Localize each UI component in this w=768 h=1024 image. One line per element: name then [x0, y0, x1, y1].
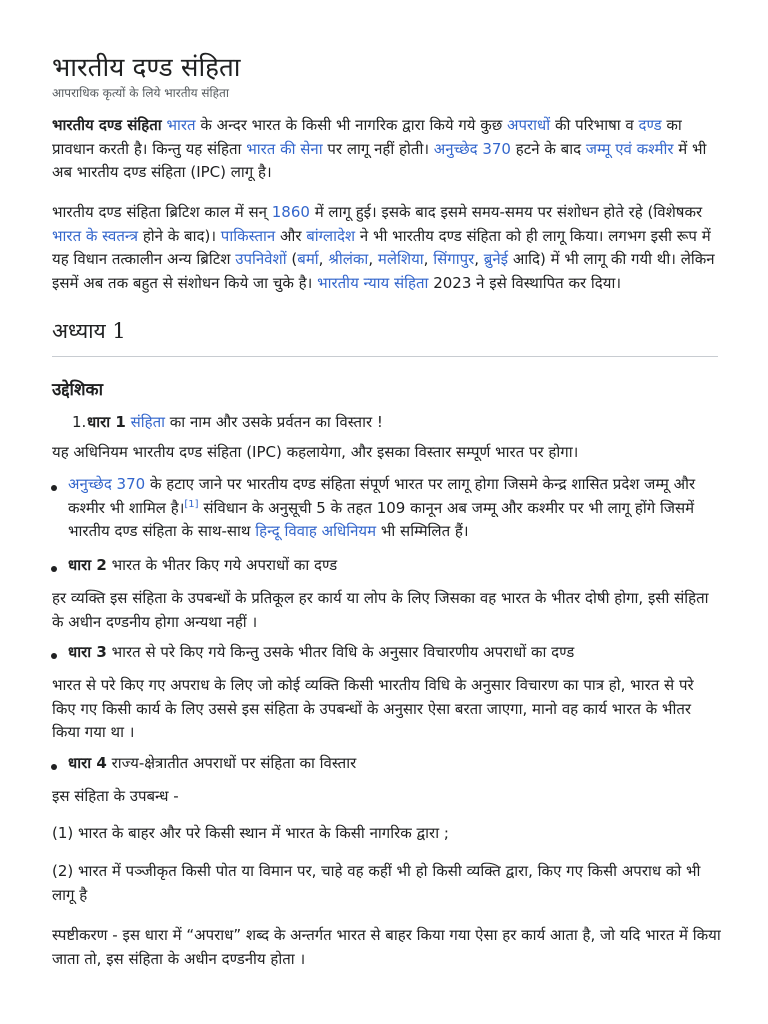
text: पर लागू नहीं होती।: [322, 139, 434, 158]
link-singapore[interactable]: सिंगापुर: [433, 250, 475, 268]
bullet-marker: [51, 485, 57, 491]
text: हटने के बाद: [510, 139, 586, 158]
section-2-paragraph: हर व्यक्ति इस संहिता के उपबन्धों के प्रतिकूल हर कार्य या लोप के लिए जिसका वह भारत के भीतर दोषी होगा, इसी संहिता के अधीन दण्डनीय होगा अन्यथा नहीं ।: [52, 589, 709, 631]
text: ने भी भारतीय दण्ड संहिता को ही लागू किया। लगभग इसी रूप में यह विधान तत्कालीन अन्य ब्रिटिश: [52, 226, 711, 268]
text: की परिभाषा व: [550, 116, 639, 134]
section-label: धारा 2: [68, 556, 107, 574]
text: में लागू हुई। इसके बाद इसमे समय-समय पर संशोधन होते रहे (विशेषकर: [309, 203, 703, 221]
section-2-title: [68, 554, 722, 578]
text: के हटाए जाने पर भारतीय दण्ड संहिता संपूर्ण भारत पर लागू होगा जिसमे केन्द्र शासित प्रदेश जम्मू और कश्मीर भी शामिल है।: [68, 475, 696, 517]
text: भी सम्मिलित हैं।: [376, 522, 469, 540]
heading-divider: [52, 356, 718, 357]
link-colonies[interactable]: उपनिवेशों: [235, 250, 287, 268]
text: भारत के भीतर किए गये अपराधों का दण्ड: [106, 556, 338, 574]
link-article-370[interactable]: अनुच्छेद 370: [433, 139, 511, 158]
link-bangladesh[interactable]: बांग्लादेश: [306, 226, 356, 245]
section-4-title: [68, 752, 722, 776]
link-punishment[interactable]: दण्ड: [638, 116, 662, 134]
section-4-paragraph-2: (1) भारत के बाहर और परे किसी स्थान में भारत के किसी नागरिक द्वारा ;: [52, 824, 449, 842]
text: भारत से परे किए गये किन्तु उसके भीतर विधि के अनुसार विचारणीय अपराधों का दण्ड: [106, 643, 575, 661]
link-article-370[interactable]: अनुच्छेद 370: [68, 475, 146, 493]
term-bold: भारतीय दण्ड संहिता: [52, 116, 162, 134]
link-1860[interactable]: 1860: [271, 203, 310, 221]
link-bharat[interactable]: भारत: [166, 116, 196, 134]
text: होने के बाद)।: [138, 226, 221, 245]
text: और: [275, 226, 307, 245]
text: राज्य-क्षेत्रातीत अपराधों पर संहिता का विस्तार: [106, 754, 357, 772]
link-sanhita[interactable]: संहिता: [130, 413, 166, 431]
text: ,: [318, 250, 329, 268]
link-hindu-marriage-act[interactable]: हिन्दू विवाह अधिनियम: [255, 522, 377, 540]
section-1-paragraph: यह अधिनियम भारतीय दण्ड संहिता (IPC) कहलायेगा, और इसका विस्तार सम्पूर्ण भारत पर होगा।: [52, 443, 579, 461]
intro-paragraph-1: [52, 114, 722, 185]
chapter-heading: अध्याय 1: [52, 319, 126, 343]
bullet-marker: [51, 764, 57, 770]
text: का प्रावधान करती है। किन्तु यह संहिता: [52, 116, 682, 158]
section-4-explanation: स्पष्टीकरण - इस धारा में “अपराध” शब्द के अन्तर्गत भारत से बाहर किया गया ऐसा हर कार्य आता है, जो यदि भारत में किया जाता तो, इस संहिता के अधीन दण्डनीय होता ।: [52, 926, 721, 968]
text: आदि) में भी लागू की गयी थी। लेकिन इसमें अब तक बहुत से संशोधन किये जा चुके है।: [52, 250, 715, 292]
text: 2023 ने इसे विस्थापित कर दिया।: [428, 273, 622, 292]
page-subtitle: आपराधिक कृत्यों के लिये भारतीय संहिता: [52, 86, 229, 100]
page-title: भारतीय दण्ड संहिता: [52, 53, 241, 83]
article-370-bullet: [68, 473, 722, 544]
section-4-paragraph-3: (2) भारत में पञ्जीकृत किसी पोत या विमान पर, चाहे वह कहीं भी हो किसी व्यक्ति द्वारा, किए गए किसी अपराध को भी लागू है: [52, 862, 701, 904]
preamble-heading: उद्देशिका: [52, 380, 103, 400]
text: का नाम और उसके प्रर्वतन का विस्तार !: [165, 413, 383, 431]
link-independence[interactable]: भारत के स्वतन्त्र: [52, 226, 139, 245]
reference-link[interactable]: [1]: [184, 498, 199, 510]
link-sri-lanka[interactable]: श्रीलंका: [328, 250, 369, 268]
link-jammu-kashmir[interactable]: जम्मू एवं कश्मीर: [585, 139, 674, 158]
section-label: धारा 1: [87, 413, 126, 431]
link-indian-army[interactable]: भारत की सेना: [246, 139, 323, 158]
link-brunei[interactable]: ब्रुनेई: [483, 250, 509, 268]
list-number: 1.: [72, 413, 87, 431]
link-malaysia[interactable]: मलेशिया: [377, 250, 424, 268]
section-3-paragraph: भारत से परे किए गए अपराध के लिए जो कोई व्यक्ति किसी भारतीय विधि के अनुसार विचारण का पात्र हो, भारत से परे किए गए किसी कार्य के लिए उससे इस संहिता के उपबन्धों के अनुसार ऐसा बरता जाएगा, मानो वह कार्य भारत के भीतर किया गया था ।: [52, 676, 694, 741]
text: (: [286, 250, 298, 268]
section-label: धारा 4: [68, 754, 107, 772]
text: ,: [474, 250, 484, 268]
intro-paragraph-2: [52, 201, 722, 295]
bullet-marker: [51, 653, 57, 659]
text: के अन्दर भारत के किसी भी नागरिक द्वारा किये गये कुछ: [195, 116, 508, 134]
text: में भी अब भारतीय दण्ड संहिता (IPC) लागू है।: [52, 139, 707, 181]
link-pakistan[interactable]: पाकिस्तान: [220, 226, 276, 245]
link-burma[interactable]: बर्मा: [297, 250, 319, 268]
section-3-title: [68, 641, 722, 665]
text: ,: [423, 250, 434, 268]
text: ,: [368, 250, 378, 268]
text: संविधान के अनुसूची 5 के तहत 109 कानून अब जम्मू और कश्मीर पर भी लागू होंगे जिसमें भारतीय दण्ड संहिता के साथ-साथ: [68, 498, 695, 540]
section-1-title: [87, 411, 717, 435]
section-label: धारा 3: [68, 643, 107, 661]
text: भारतीय दण्ड संहिता ब्रिटिश काल में सन्: [52, 203, 272, 221]
bullet-marker: [51, 566, 57, 572]
link-crimes[interactable]: अपराधों: [507, 116, 551, 134]
link-bharatiya-nyaya-sanhita[interactable]: भारतीय न्याय संहिता: [317, 273, 429, 292]
section-4-paragraph-1: इस संहिता के उपबन्ध -: [52, 787, 179, 805]
